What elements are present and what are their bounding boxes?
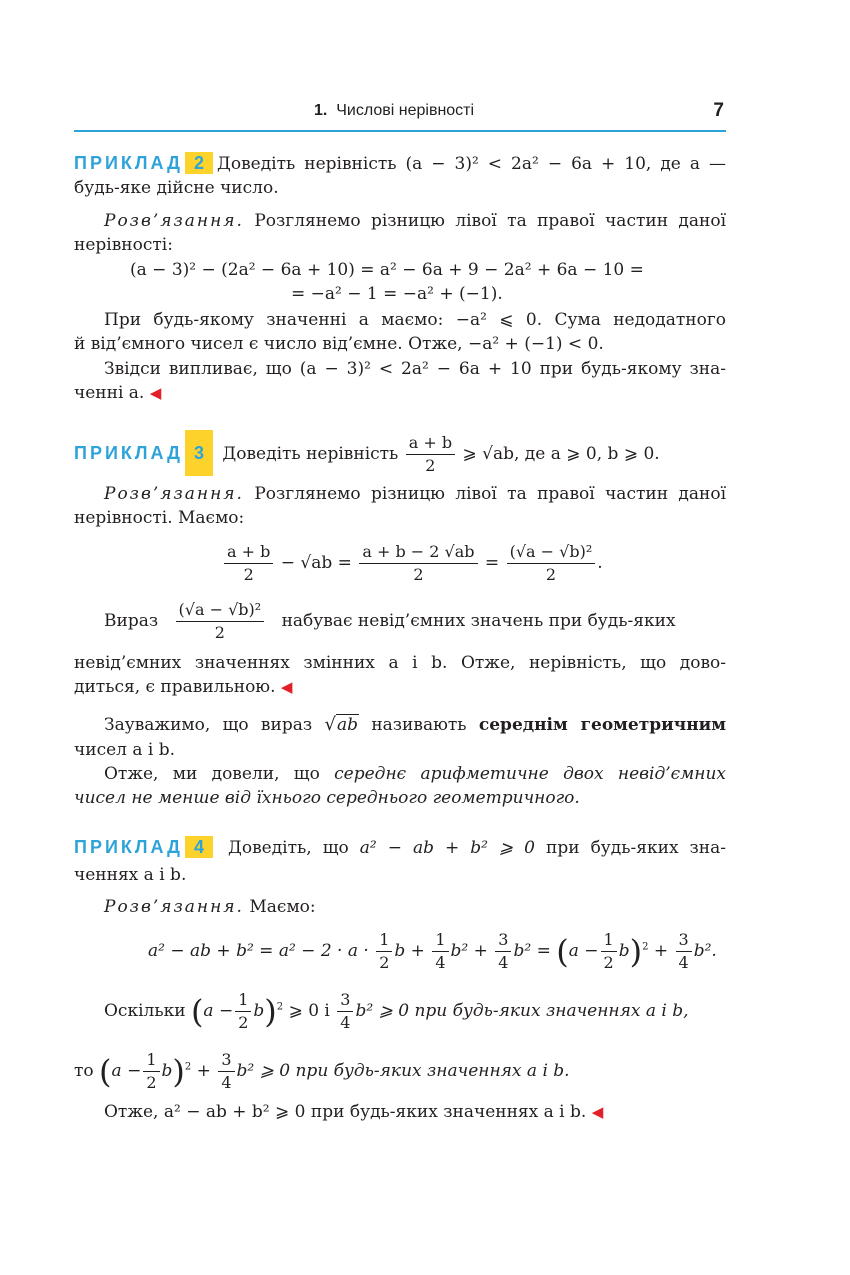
example-2-para-line-4: ченні a. ◀ <box>74 383 162 403</box>
end-of-solution-mark: ◀ <box>591 1103 604 1121</box>
note-line-2: чисел a і b. <box>74 740 176 760</box>
example-4-task-line-2: ченнях a і b. <box>74 865 187 885</box>
example-label: ПРИКЛАД <box>74 153 183 173</box>
section-title: 1. Числові нерівності <box>314 102 475 119</box>
example-2-solution-line-2: нерівності: <box>74 235 173 255</box>
example-2-para-line-1: При будь-якому значенні a маємо: −a² ⩽ 0. Сума недодатного <box>104 310 726 330</box>
example-3-solution-line-2: нерівності. Маємо: <box>74 508 245 528</box>
example-3-expression-line: Вираз $\frac{\text{(√a − √b)²}}{2}$ набуває невід’ємних значень при будь-яких <box>104 600 676 642</box>
example-3-line-3: диться, є правильною. ◀ <box>74 677 293 697</box>
example-label: ПРИКЛАД <box>74 443 183 463</box>
example-2-equation-1: (a − 3)² − (2a² − 6a + 10) = a² − 6a + 9 − 2a² + 6a − 10 = <box>130 260 644 280</box>
example-2-para-line-2: й від’ємного чисел є число від’ємне. Отже, −a² + (−1) < 0. <box>74 334 604 354</box>
end-of-solution-mark: ◀ <box>149 384 162 402</box>
fraction-a-plus-b-over-2: $\frac{a + b}{2}$ <box>406 432 455 477</box>
note-line-1: Зауважимо, що вираз √ab називають середнім геометричним <box>104 714 727 735</box>
example-3-task-line: ПРИКЛАД 3 Доведіть нерівність $\frac{a + b}{2}$ ⩾ √ab, де a ⩾ 0, b ⩾ 0. <box>74 430 660 477</box>
example-4-equation: a² − ab + b² = a² − 2 · a · $\frac{1}{2}$ b + $\frac{1}{4}$ b² + $\frac{3}{4}$ b² = (a − $\frac{1}{2}$ b)$^2$ + $\frac{3}{4}$ b². <box>148 930 717 972</box>
example-3-solution-line-1: Розв’язання. Розглянемо різницю лівої та правої частин даної <box>104 484 727 504</box>
example-number-badge: 4 <box>185 836 213 858</box>
example-2-para-line-3: Звідси випливає, що (a − 3)² < 2a² − 6a + 10 при будь-якому зна- <box>104 359 726 379</box>
example-label: ПРИКЛАД <box>74 837 183 857</box>
conclusion-line-1: Отже, ми довели, що середнє арифметичне двох невід’ємних <box>104 764 727 784</box>
example-2-solution-line-1: Розв’язання. Розглянемо різницю лівої та правої частин даної <box>104 211 727 231</box>
example-number-badge: 3 <box>185 430 213 476</box>
running-header <box>74 100 726 132</box>
conclusion-line-2: чисел не менше від їхнього середнього геометричного. <box>74 788 580 808</box>
example-4-then-line: то (a − $\frac{1}{2}$ b)$^2$ + $\frac{3}{4}$ b² ⩾ 0 при будь-яких значеннях a і b. <box>74 1050 570 1092</box>
example-4-solution-line: Розв’язання. Маємо: <box>104 897 316 917</box>
sqrt-ab: √ab <box>324 714 358 735</box>
end-of-solution-mark: ◀ <box>280 678 293 696</box>
example-4-final-line: Отже, a² − ab + b² ⩾ 0 при будь-яких значеннях a і b. ◀ <box>104 1102 604 1122</box>
example-number-badge: 2 <box>185 152 213 174</box>
example-4-task-line-1: ПРИКЛАД 4 Доведіть, що a² − ab + b² ⩾ 0 при будь-яких зна- <box>74 837 727 858</box>
page-number: 7 <box>713 100 724 121</box>
example-2-equation-2: = −a² − 1 = −a² + (−1). <box>291 284 503 304</box>
example-2-task-line-1: ПРИКЛАД 2 Доведіть нерівність (a − 3)² < 2a² − 6a + 10, де a — <box>74 153 726 174</box>
example-3-equation: $\frac{a + b}{2}$ − √ab = $\frac{a + b - 2 √ab}{2}$ = $\frac{\text{(√a − √b)²}}{2}$ . <box>222 538 603 588</box>
example-4-since-line: Оскільки (a − $\frac{1}{2}$ b)$^2$ ⩾ 0 і $\frac{3}{4}$ b² ⩾ 0 при будь-яких значеннях a і b, <box>104 990 689 1032</box>
example-3-line-2: невід’ємних значеннях змінних a і b. Отже, нерівність, що дово- <box>74 653 726 673</box>
example-2-task-line-2: будь-яке дійсне число. <box>74 178 279 198</box>
